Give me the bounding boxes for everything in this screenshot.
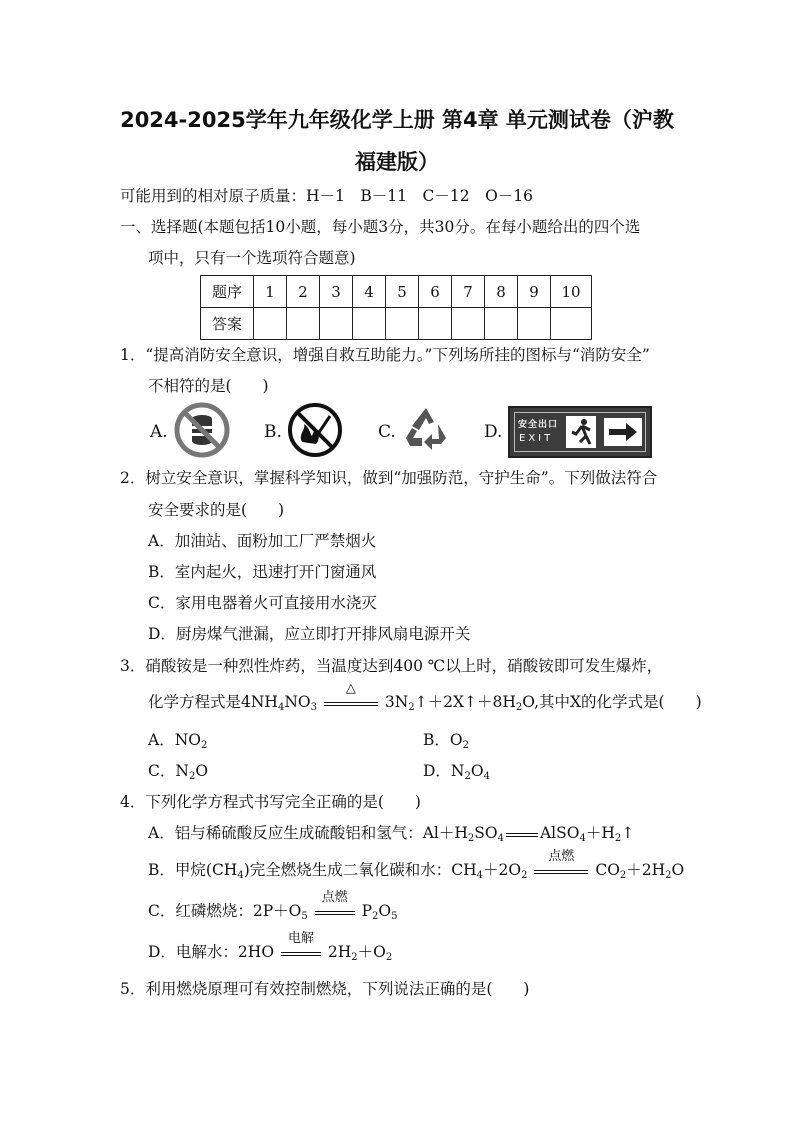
arrow-right-icon (604, 418, 642, 446)
question-4-option-d: D．电解水：2HO 电解 $2H_2+O_2$ (148, 931, 393, 963)
section-heading-continued: 项中，只有一个选项符合题意) (148, 249, 356, 267)
question-3-option-b: B．$O_2$ (423, 731, 469, 751)
answer-cell[interactable] (419, 308, 452, 340)
option-b-label: B. (264, 422, 282, 442)
table-cell: 8 (485, 276, 518, 308)
question-2-option-c: C．家用电器着火可直接用水浇灭 (148, 594, 377, 612)
table-cell: 7 (452, 276, 485, 308)
table-cell: 6 (419, 276, 452, 308)
question-3: 3．硝酸铵是一种烈性炸药，当温度达到400 ℃以上时，硝酸铵即可发生爆炸， (120, 657, 663, 675)
section-heading: 一、选择题(本题包括10小题，每小题3分，共30分。在每小题给出的四个选 (120, 218, 641, 236)
recycle-icon (398, 402, 454, 458)
question-2-continued: 安全要求的是( ) (148, 501, 285, 519)
answer-cell[interactable] (287, 308, 320, 340)
answer-cell[interactable] (353, 308, 386, 340)
answer-cell[interactable] (485, 308, 518, 340)
no-open-flame-icon (286, 402, 344, 458)
atomic-masses: 可能用到的相对原子质量：H－1 B－11 C－12 O－16 (120, 187, 534, 205)
answer-cell[interactable] (518, 308, 551, 340)
table-cell: 4 (353, 276, 386, 308)
table-cell: 3 (320, 276, 353, 308)
table-cell: 1 (254, 276, 287, 308)
table-cell: 9 (518, 276, 551, 308)
answer-cell[interactable] (452, 308, 485, 340)
exit-sign-icon (508, 406, 652, 458)
no-barrel-icon (172, 402, 232, 458)
equation-arrow: 点燃 (313, 902, 357, 922)
question-2-option-b: B．室内起火，迅速打开门窗通风 (148, 563, 377, 581)
table-header: 答案 (201, 308, 254, 340)
question-4-option-c: C．红磷燃烧：$2P+O_5$ 点燃 $P_2O_5$ (148, 890, 398, 922)
equation-arrow: 电解 (279, 943, 323, 963)
question-2-option-a: A．加油站、面粉加工厂严禁烟火 (148, 532, 377, 550)
question-3-equation: 化学方程式是$4NH_4NO_3$ △ $3N_2↑+2X↑+8H_2O$,其中X的化学式是( ) (148, 681, 702, 713)
exit-sign-chinese: 安全出口 (518, 420, 559, 430)
equation-arrow: 点燃 (532, 861, 590, 881)
option-c-label: C. (378, 422, 396, 442)
question-5: 5．利用燃烧原理可有效控制燃烧，下列说法正确的是( ) (120, 980, 530, 998)
answer-cell[interactable] (551, 308, 592, 340)
question-4-option-a: A．铝与稀硫酸反应生成硫酸铝和氢气：$Al+H_2SO_4$ $AlSO_4+H_2↑$ (148, 824, 635, 844)
question-4-option-b: B．甲烷$(CH_4)$完全燃烧生成二氧化碳和水：$CH_4+2O_2$ 点燃 $CO_2+2H_2O$ (148, 849, 685, 881)
question-3-option-a: A．$NO_2$ (148, 731, 208, 751)
exit-sign-english: EXIT (519, 433, 554, 444)
table-row (201, 308, 592, 340)
table-header: 题序 (201, 276, 254, 308)
question-4: 4．下列化学方程式书写完全正确的是( ) (120, 793, 421, 811)
exam-title-continued: 福建版） (355, 150, 439, 174)
answer-cell[interactable] (254, 308, 287, 340)
equation-arrow: △ (322, 693, 380, 713)
table-cell: 5 (386, 276, 419, 308)
table-cell: 10 (551, 276, 592, 308)
question-2-option-d: D．厨房煤气泄漏，应立即打开排风扇电源开关 (148, 625, 471, 643)
question-3-option-c: C．$N_2O$ (148, 762, 209, 782)
question-3-option-d: D．$N_2O_4$ (423, 762, 490, 782)
question-1: 1．“提高消防安全意识，增强自救互助能力。”下列场所挂的图标与“消防安全” (120, 346, 650, 364)
question-1-continued: 不相符的是( ) (148, 377, 269, 395)
question-2: 2．树立安全意识，掌握科学知识，做到“加强防范，守护生命”。下列做法符合 (120, 469, 658, 487)
running-man-icon (566, 416, 596, 448)
exam-title: 2024-2025学年九年级化学上册 第4章 单元测试卷（沪教 (120, 108, 674, 132)
equation-arrow (504, 824, 540, 844)
table-row (201, 276, 592, 308)
table-cell: 2 (287, 276, 320, 308)
answer-cell[interactable] (386, 308, 419, 340)
option-d-label: D. (484, 422, 503, 442)
option-a-label: A. (150, 422, 168, 442)
answer-cell[interactable] (320, 308, 353, 340)
answer-table (200, 275, 592, 340)
